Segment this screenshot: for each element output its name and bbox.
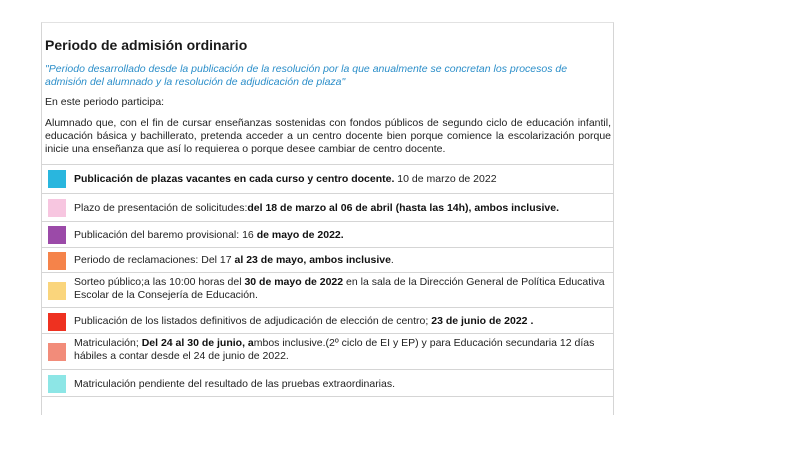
timeline-table [42, 164, 613, 397]
timeline-row [42, 272, 613, 307]
bold-text: del 18 de marzo al 06 de abril (hasta las 14h), ambos inclusive. [247, 202, 559, 214]
timeline-row [42, 333, 613, 369]
eligibility-paragraph: Alumnado que, con el fin de cursar enseñanzas sostenidas con fondos públicos de segundo ciclo de educación infantil, educación básica y bachillerato, pretenda acceder a un centro docente bien porque comience la escolarización porque inicie una enseñanza que así lo requierea o porque desee cambiar de centro docente. [45, 117, 611, 155]
color-swatch [48, 252, 66, 270]
intro-text: En este periodo participa: [45, 96, 165, 108]
color-swatch [48, 199, 66, 217]
timeline-row-text [74, 229, 611, 242]
text-fragment: Publicación de los listados definitivos de adjudicación de elección de centro; [74, 315, 432, 327]
text-fragment: Matriculación; [74, 337, 142, 349]
timeline-row [42, 307, 613, 333]
timeline-row [42, 247, 613, 272]
text-fragment: Plazo de presentación de solicitudes: [74, 202, 248, 214]
timeline-row-text [74, 276, 611, 302]
text-fragment: Publicación del baremo provisional: 16 [74, 229, 257, 241]
timeline-row-text [74, 173, 611, 186]
color-swatch [48, 282, 66, 300]
color-swatch [48, 313, 66, 331]
timeline-row-text [74, 254, 611, 267]
bold-text: 30 de mayo de 2022 [244, 276, 344, 288]
timeline-row-text [74, 378, 611, 391]
bold-text: al 23 de mayo, ambos inclusive [234, 254, 391, 266]
text-fragment: . [390, 254, 394, 266]
text-fragment: en la sala de la Dirección General de Política Educativa Escolar de la Consejería de Educación. [74, 276, 605, 301]
text-fragment: mbos inclusive.(2º ciclo de EI y EP) y para Educación secundaria 12 días hábiles a contar desde el 24 de junio de 2022. [74, 337, 595, 362]
text-fragment: Periodo de reclamaciones: Del 17 [74, 254, 235, 266]
color-swatch [48, 226, 66, 244]
text-fragment: Sorteo público;a las 10:00 horas del [74, 276, 245, 288]
admission-panel [41, 22, 614, 415]
color-swatch [48, 343, 66, 361]
color-swatch [48, 375, 66, 393]
timeline-row [42, 164, 613, 193]
section-subtitle: "Periodo desarrollado desde la publicación de la resolución por la que anualmente se concretan los procesos de admisión del alumnado y la resolución de adjudicación de plaza" [45, 63, 568, 88]
color-swatch [48, 170, 66, 188]
timeline-row [42, 369, 613, 397]
timeline-row [42, 221, 613, 247]
timeline-row-text [74, 337, 611, 363]
timeline-row-text [74, 202, 611, 215]
text-fragment: 10 de marzo de 2022 [394, 173, 497, 185]
section-title: Periodo de admisión ordinario [45, 37, 248, 53]
bold-text: Publicación de plazas vacantes en cada curso y centro docente. [74, 173, 395, 185]
bold-text: 23 de junio de 2022 . [431, 315, 534, 327]
text-fragment: Matriculación pendiente del resultado de las pruebas extraordinarias. [74, 378, 396, 390]
bold-text: Del 24 al 30 de junio, a [141, 337, 254, 349]
bold-text: de mayo de 2022. [256, 229, 344, 241]
timeline-row-text [74, 315, 611, 328]
timeline-row [42, 193, 613, 221]
